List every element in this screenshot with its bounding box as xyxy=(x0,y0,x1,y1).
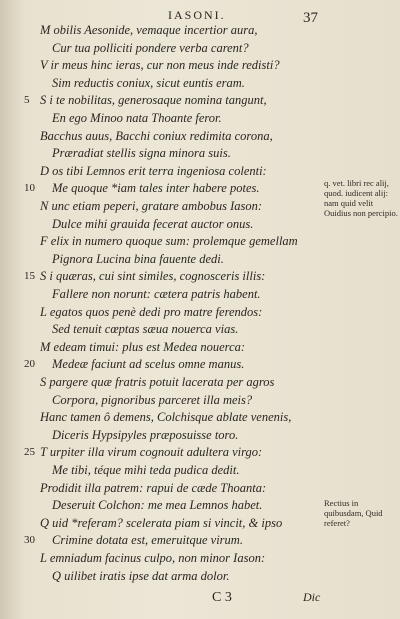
marginal-note: q. vet. libri rec alij, quod. iudicent alij: nam quid velit Ouidius non percipio. xyxy=(324,178,398,218)
verse-text: Sed tenuit cœptas sæua nouerca vias. xyxy=(52,322,239,337)
verse-text: Pignora Lucina bina fauente dedi. xyxy=(52,251,224,266)
verse-text: Crimine dotata est, emeruitque virum. xyxy=(52,533,243,548)
verse-text: Medeæ faciunt ad scelus omne manus. xyxy=(52,357,245,372)
line-number: 10 xyxy=(24,182,35,195)
verse-text: L emniadum facinus culpo, non minor Iason: xyxy=(40,551,266,565)
marginal-note: Rectius in quibusdam, Quid referet? xyxy=(324,498,383,528)
verse-text: Diceris Hypsipyles præposuisse toro. xyxy=(52,427,239,442)
verse-text: M edeam timui: plus est Medea nouerca: xyxy=(40,339,246,354)
verse-text: Bacchus auus, Bacchi coniux redimita corona, xyxy=(40,128,273,143)
catchword: Dic xyxy=(303,590,321,604)
verse-text: Præradiat stellis signa minora suis. xyxy=(52,146,231,161)
line-number: 25 xyxy=(24,446,35,459)
verse-text: Cur tua polliciti pondere verba carent? xyxy=(52,40,249,55)
line-number: 15 xyxy=(24,270,35,283)
verse-text: D os tibi Lemnos erit terra ingeniosa colenti: xyxy=(40,163,267,178)
verse-text: S i te nobilitas, generosaque nomina tangunt, xyxy=(40,93,267,108)
verse-text: Q uilibet iratis ipse dat arma dolor. xyxy=(52,568,230,583)
verse-text: Me quoque *iam tales inter habere potes. xyxy=(52,181,260,196)
verse-text: Deseruit Colchon: me mea Lemnos habet. xyxy=(52,498,263,513)
verse-text: Sim reductis coniux, sicut euntis eram. xyxy=(52,75,245,90)
verse-text: Prodidit illa patrem: rapui de cæde Thoanta: xyxy=(40,480,267,495)
verse-text: T urpiter illa virum cognouit adultera virgo: xyxy=(40,445,263,460)
signature-mark: C 3 xyxy=(212,590,232,605)
verse-text: Hanc tamen ô demens, Colchisque ablate venenis, xyxy=(40,410,292,425)
verse-text: Me tibi, téque mihi teda pudica dedit. xyxy=(52,463,240,477)
page-number: 37 xyxy=(303,10,318,26)
line-number: 30 xyxy=(24,534,35,547)
verse-text: Dulce mihi grauida fecerat auctor onus. xyxy=(52,216,254,231)
verse-text: En ego Minoo nata Thoante feror. xyxy=(52,111,222,125)
verse-text: V ir meus hinc ieras, cur non meus inde redisti? xyxy=(40,58,280,73)
line-number: 20 xyxy=(24,358,35,371)
verse-text: Fallere non norunt: cætera patris habent. xyxy=(52,287,261,301)
line-number: 5 xyxy=(24,94,30,107)
running-head: IASONI. xyxy=(168,8,226,22)
verse-text: M obilis Aesonide, vemaque incertior aura, xyxy=(40,23,258,37)
verse-text: N unc etiam peperi, gratare ambobus Iason: xyxy=(40,199,263,213)
verse-text: L egatos quos penè dedi pro matre ferendos: xyxy=(40,304,263,319)
verse-text: S pargere quæ fratris potuit lacerata per agros xyxy=(40,375,275,389)
verse-text: Q uid *referam? scelerata piam si vincit, & ipso xyxy=(40,515,283,530)
verse-text: Corpora, pignoribus parceret illa meis? xyxy=(52,392,253,407)
verse-text: S i quæras, cui sint similes, cognosceris illis: xyxy=(40,269,266,284)
verse-text: F elix in numero quoque sum: prolemque gemellam xyxy=(40,234,298,249)
